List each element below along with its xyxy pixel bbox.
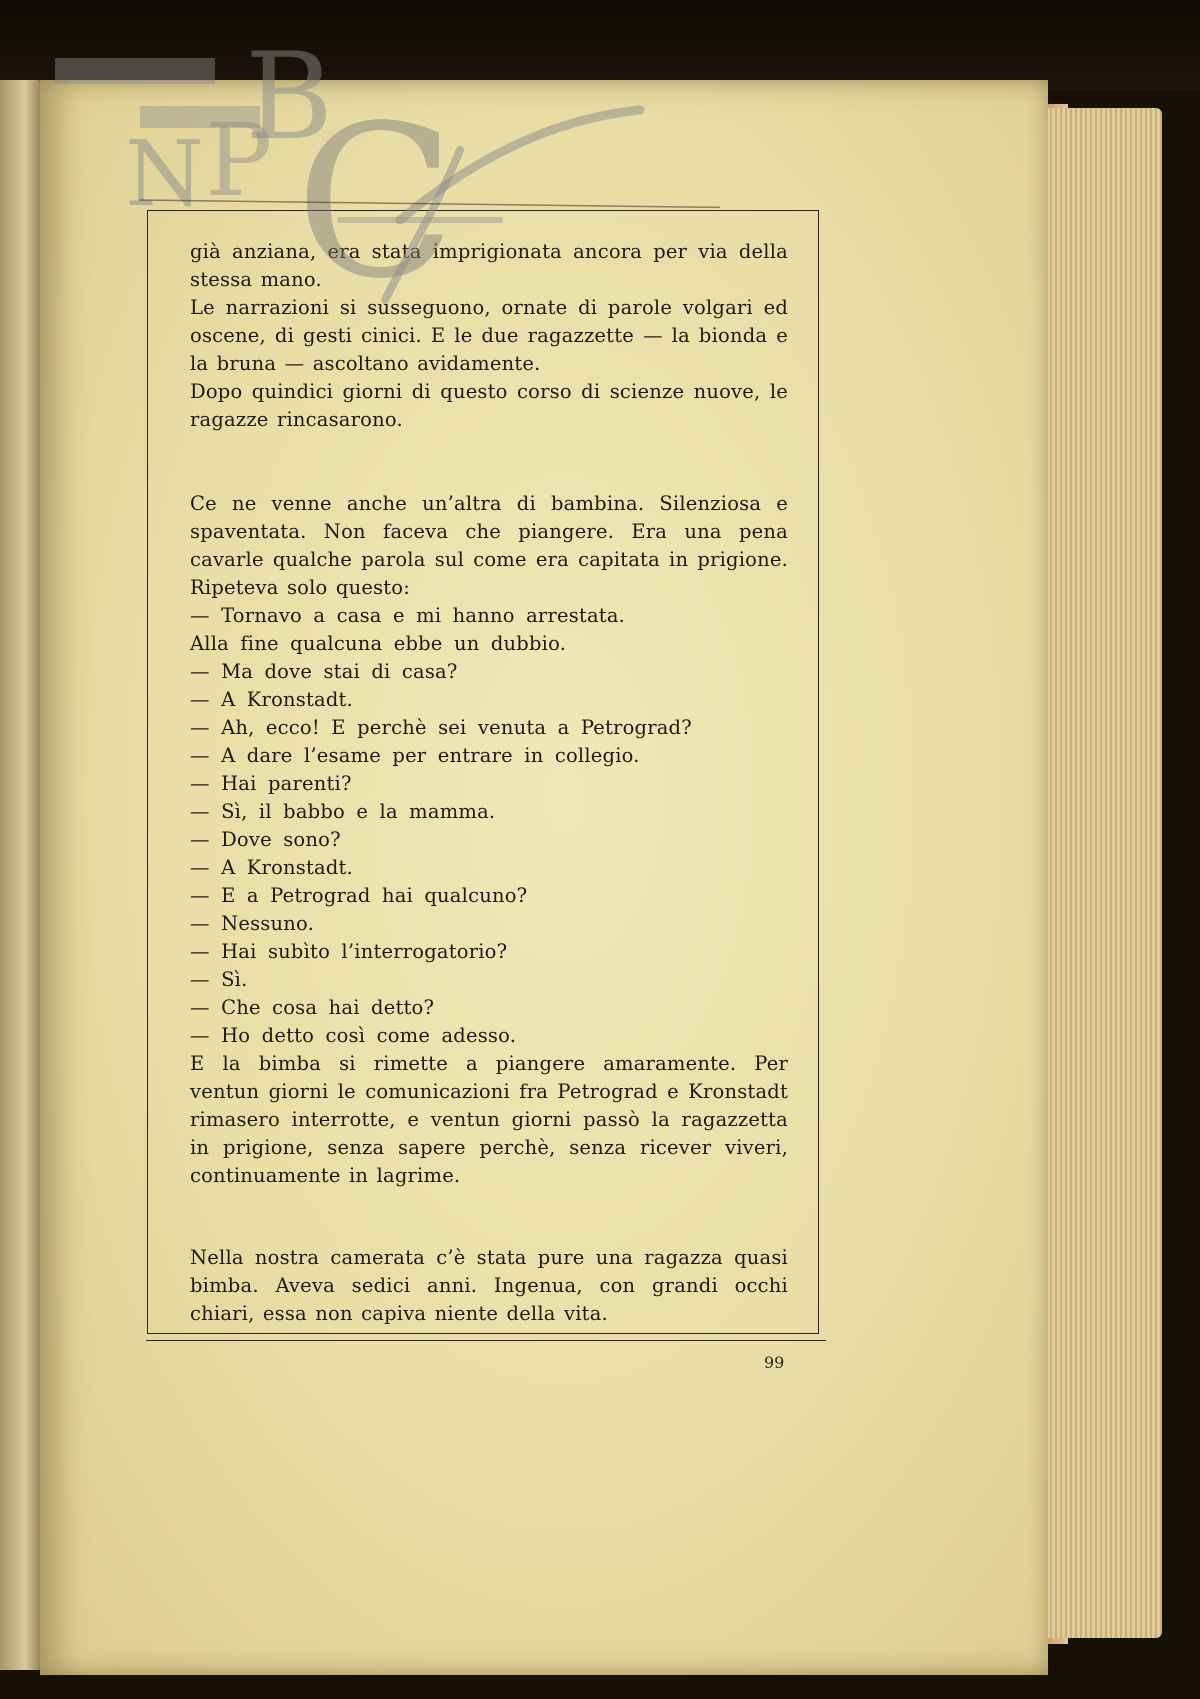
page-number: 99: [764, 1353, 785, 1372]
dialogue-line: — Hai subìto l’interrogatorio?: [190, 940, 508, 963]
dialogue-line: — Tornavo a casa e mi hanno arrestata.: [190, 604, 626, 627]
left-page-edge: [0, 80, 42, 1670]
dialogue-line: — Ho detto così come adesso.: [190, 1024, 517, 1047]
dialogue-line: — Che cosa hai detto?: [190, 996, 435, 1019]
paragraph-2: Le narrazioni si susseguono, ornate di parole volgari ed oscene, di gesti cinici. E le due ragazzette — la bionda e la bruna — ascoltano avidamente.: [190, 296, 788, 375]
paragraph-6: Nella nostra camerata c’è stata pure una ragazza quasi bimba. Aveva sedici anni. Ingenua, con grandi occhi chiari, essa non capiva niente della vita.: [190, 1246, 788, 1325]
paragraph-1: già anziana, era stata imprigionata ancora per via della stessa mano.: [190, 240, 788, 291]
dialogue-line: — A Kronstadt.: [190, 856, 353, 879]
paragraph-3: Dopo quindici giorni di questo corso di scienze nuove, le ragazze rincasarono.: [190, 380, 788, 431]
watermark-letter: B: [245, 28, 334, 167]
dialogue-line: — Ah, ecco! E perchè sei venuta a Petrograd?: [190, 716, 692, 739]
dialogue-line: — Sì, il babbo e la mamma.: [190, 800, 496, 823]
dialogue-line: — Nessuno.: [190, 912, 315, 935]
paragraph-5: E la bimba si rimette a piangere amaramente. Per ventun giorni le comunicazioni fra Petrograd e Kronstadt rimasero interrotte, e ventun giorni passò la ragazzetta in prigione, senza sapere perchè, senza ricever viveri, continuamente in lagrime.: [190, 1052, 788, 1187]
page-edges: [1042, 108, 1162, 1638]
page-text: [190, 238, 788, 1328]
watermark-letter: N: [125, 122, 204, 227]
dialogue-line: — A Kronstadt.: [190, 688, 353, 711]
dialogue-line: — Sì.: [190, 968, 248, 991]
dialogue-line: — A dare l’esame per entrare in collegio.: [190, 744, 640, 767]
dialogue-line: — Hai parenti?: [190, 772, 352, 795]
book-cover-top: [0, 0, 1200, 90]
watermark-letter: C: [295, 80, 456, 320]
dialogue-line: — E a Petrograd hai qualcuno?: [190, 884, 528, 907]
dialogue-line: Alla fine qualcuna ebbe un dubbio.: [190, 632, 567, 655]
section-gap: [190, 1190, 788, 1244]
watermark-letter: P: [205, 102, 273, 219]
section-gap: [190, 434, 788, 490]
dialogue-line: — Ma dove stai di casa?: [190, 660, 458, 683]
dialogue-line: — Dove sono?: [190, 828, 341, 851]
paragraph-4: Ce ne venne anche un’altra di bambina. Silenziosa e spaventata. Non faceva che piangere. Era una pena cavarle qualche parola sul come era capitata in prigione. Ripeteva solo questo:: [190, 492, 788, 599]
